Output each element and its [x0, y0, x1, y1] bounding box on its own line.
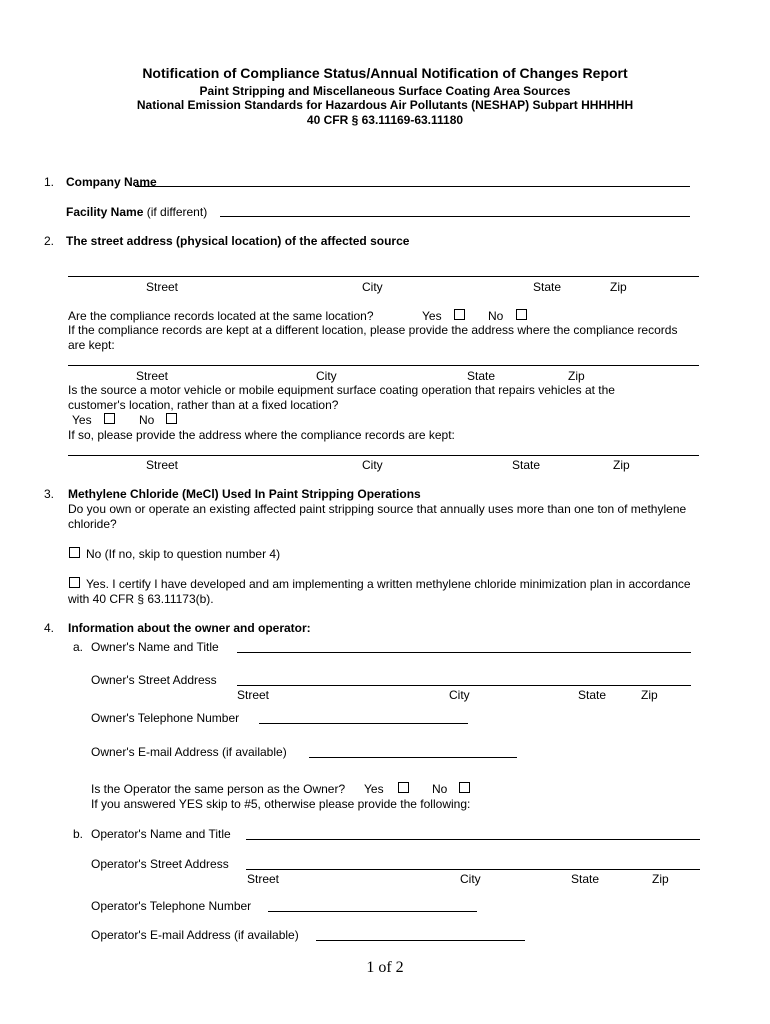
owner-name-field[interactable]: [237, 652, 691, 653]
operator-zip-label: Zip: [652, 872, 669, 886]
operator-name-label: Operator's Name and Title: [91, 827, 231, 841]
operator-same-yes-checkbox[interactable]: [398, 782, 409, 793]
q4-number: 4.: [44, 621, 55, 635]
records-address-field[interactable]: [68, 365, 699, 366]
page-number: 1 of 2: [366, 959, 404, 976]
facility-name-text: Facility Name: [66, 205, 144, 219]
mecl-no-checkbox[interactable]: [69, 547, 80, 558]
operator-phone-field[interactable]: [268, 911, 477, 912]
form-subtitle-1: Paint Stripping and Miscellaneous Surface Coating Area Sources: [199, 84, 571, 98]
operator-email-field[interactable]: [316, 940, 525, 941]
same-location-yes-label: Yes: [422, 309, 442, 323]
motor-vehicle-no-label: No: [139, 413, 155, 427]
q4b-marker: b.: [73, 827, 84, 841]
mobile-records-address-field[interactable]: [68, 455, 699, 456]
owner-phone-label: Owner's Telephone Number: [91, 711, 240, 725]
operator-same-no-checkbox[interactable]: [459, 782, 470, 793]
mobile-state-label: State: [512, 458, 541, 472]
facility-name-note: (if different): [146, 205, 208, 219]
owner-street-label: Street: [237, 688, 270, 702]
operator-phone-label: Operator's Telephone Number: [91, 899, 252, 913]
q4-title: Information about the owner and operator:: [68, 621, 311, 635]
source-street-label: Street: [146, 280, 179, 294]
owner-state-label: State: [578, 688, 607, 702]
operator-same-yes-label: Yes: [364, 782, 384, 796]
motor-vehicle-question-2: customer's location, rather than at a fixed location?: [68, 398, 339, 412]
owner-zip-label: Zip: [641, 688, 658, 702]
operator-email-label: Operator's E-mail Address (if available): [91, 928, 299, 942]
mobile-street-label: Street: [146, 458, 179, 472]
owner-email-label: Owner's E-mail Address (if available): [91, 745, 287, 759]
operator-state-label: State: [571, 872, 600, 886]
same-location-no-label: No: [488, 309, 504, 323]
motor-vehicle-yes-checkbox[interactable]: [104, 413, 115, 424]
operator-city-label: City: [460, 872, 481, 886]
owner-phone-field[interactable]: [259, 723, 468, 724]
motor-vehicle-no-checkbox[interactable]: [166, 413, 177, 424]
q1-number: 1.: [44, 175, 55, 189]
operator-same-question: Is the Operator the same person as the Owner?: [91, 782, 346, 796]
facility-name-label: [66, 205, 207, 219]
company-name-label: Company Name: [66, 175, 157, 189]
same-location-no-checkbox[interactable]: [516, 309, 527, 320]
facility-name-field[interactable]: [220, 216, 690, 217]
operator-same-no-label: No: [432, 782, 448, 796]
source-state-label: State: [533, 280, 562, 294]
q2-number: 2.: [44, 234, 55, 248]
same-location-question: Are the compliance records located at the same location?: [68, 309, 374, 323]
mobile-city-label: City: [362, 458, 383, 472]
owner-address-field[interactable]: [237, 685, 691, 686]
same-location-yes-checkbox[interactable]: [454, 309, 465, 320]
operator-name-field[interactable]: [246, 839, 700, 840]
source-zip-label: Zip: [610, 280, 627, 294]
owner-name-label: Owner's Name and Title: [91, 640, 219, 654]
operator-address-label: Operator's Street Address: [91, 857, 229, 871]
mobile-zip-label: Zip: [613, 458, 630, 472]
records-state-label: State: [467, 369, 496, 383]
mecl-yes-label: Yes. I certify I have developed and am implementing a written methylene chloride minimization plan in accordance: [86, 577, 691, 591]
company-name-field[interactable]: [135, 186, 690, 187]
if-yes-text: If you answered YES skip to #5, otherwise please provide the following:: [91, 797, 471, 811]
records-city-label: City: [316, 369, 337, 383]
form-subtitle-3: 40 CFR § 63.11169-63.11180: [306, 113, 464, 127]
owner-email-field[interactable]: [309, 757, 517, 758]
q2-title: The street address (physical location) of the affected source: [66, 234, 410, 248]
records-zip-label: Zip: [568, 369, 585, 383]
diff-location-text: If the compliance records are kept at a different location, please provide the address where the compliance records: [68, 323, 678, 337]
form-subtitle-2: National Emission Standards for Hazardous Air Pollutants (NESHAP) Subpart HHHHHH: [136, 98, 634, 112]
diff-location-text-2: are kept:: [68, 338, 115, 352]
q3-title: Methylene Chloride (MeCl) Used In Paint Stripping Operations: [68, 487, 421, 501]
source-city-label: City: [362, 280, 383, 294]
mecl-yes-checkbox[interactable]: [69, 577, 80, 588]
q3-question: Do you own or operate an existing affected paint stripping source that annually uses more than one ton of methylene: [68, 502, 687, 516]
if-so-text: If so, please provide the address where the compliance records are kept:: [68, 428, 455, 442]
q3-number: 3.: [44, 487, 55, 501]
q4a-marker: a.: [73, 640, 84, 654]
mecl-yes-label-2: with 40 CFR § 63.11173(b).: [68, 592, 214, 606]
operator-address-field[interactable]: [246, 869, 700, 870]
motor-vehicle-question: Is the source a motor vehicle or mobile equipment surface coating operation that repairs vehicles at the: [68, 383, 615, 397]
mecl-no-label: No (If no, skip to question number 4): [86, 547, 281, 561]
form-title: Notification of Compliance Status/Annual Notification of Changes Report: [142, 65, 628, 81]
owner-city-label: City: [449, 688, 470, 702]
owner-address-label: Owner's Street Address: [91, 673, 217, 687]
operator-street-label: Street: [247, 872, 280, 886]
records-street-label: Street: [136, 369, 169, 383]
motor-vehicle-yes-label: Yes: [72, 413, 92, 427]
q3-question-2: chloride?: [68, 517, 117, 531]
source-address-field[interactable]: [68, 276, 699, 277]
